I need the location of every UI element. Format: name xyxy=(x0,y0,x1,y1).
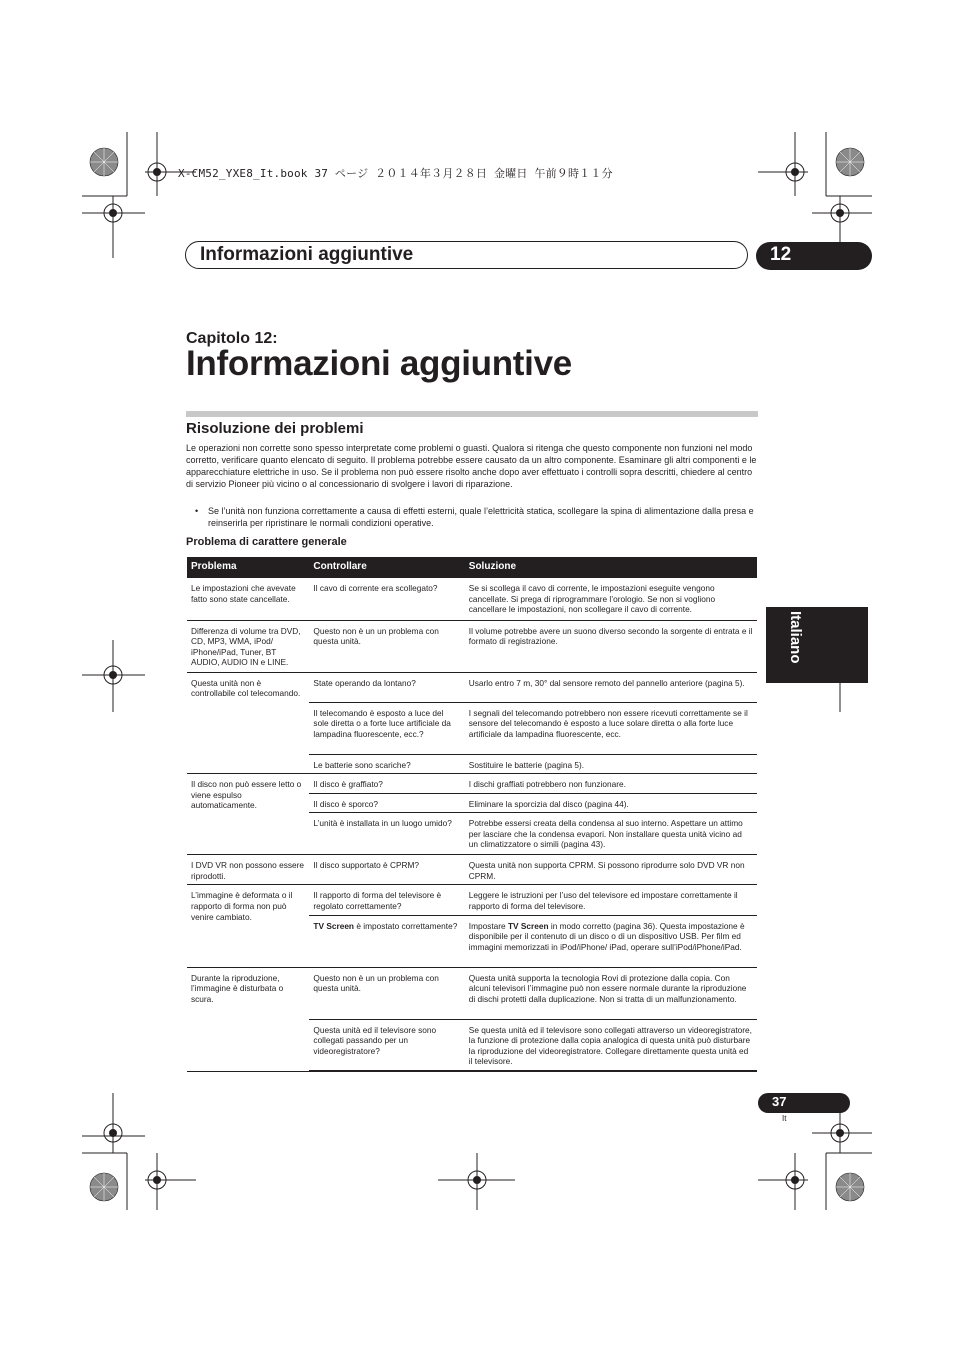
check-cell: State operando da lontano? xyxy=(309,672,464,702)
check-cell: Il rapporto di forma del televisore è regolato correttamente? xyxy=(309,885,464,915)
section-header-title: Informazioni aggiuntive xyxy=(200,244,414,265)
table-row xyxy=(187,885,757,915)
page-number-pill xyxy=(758,1093,850,1113)
chapter-label: Capitolo 12: xyxy=(186,330,278,347)
bullet-text: Se l’unità non funziona correttamente a causa di effetti esterni, quale l’elettricità statica, scollegare la spina di alimentazione dalla presa e reinserirla per ripristinare le normali condizioni operative. xyxy=(208,506,754,528)
subsection-title: Problema di carattere generale xyxy=(186,536,347,548)
table-header-row xyxy=(187,557,757,578)
header-solution: Soluzione xyxy=(465,557,757,578)
problem-cell: Questa unità non è controllabile col telecomando. xyxy=(187,672,309,774)
problem-cell: Durante la riproduzione, l’immagine è disturbata o scura. xyxy=(187,967,309,1071)
check-cell: Il cavo di corrente era scollegato? xyxy=(309,578,464,620)
check-bold-term: TV Screen xyxy=(313,920,355,931)
intro-paragraph: Le operazioni non corrette sono spesso interpretate come problemi o guasti. Qualora si ritenga che questo componente non funzioni nel modo corretto, verificare quanto elencato di seguito. Il problema potrebbe essere causato da un altro componente. Esaminare gli altri componenti e le apparecchiature elettriche in uso. Se il problema non può essere risolto anche dopo aver effettuato i controlli sopra descritti, chiedere al centro di servizio Pioneer più vicino o al concessionario di svolgere i lavori di riparazione. xyxy=(186,443,757,489)
check-cell: Questo non è un un problema con questa unità. xyxy=(309,967,464,1019)
check-cell: L’unità è installata in un luogo umido? xyxy=(309,813,464,855)
section-title: Risoluzione dei problemi xyxy=(186,420,364,437)
check-cell: Questo non è un un problema con questa unità. xyxy=(309,620,464,672)
language-side-tab-label: Italiano xyxy=(787,611,804,664)
bullet-icon: • xyxy=(195,506,199,516)
check-cell: Il disco è sporco? xyxy=(309,793,464,813)
solution-cell: I dischi graffiati potrebbero non funzionare. xyxy=(465,774,757,794)
table-row xyxy=(187,578,757,620)
table-row xyxy=(187,774,757,794)
solution-cell: Il volume potrebbe avere un suono diverso secondo la sorgente di entrata e il formato di registrazione. xyxy=(465,620,757,672)
troubleshooting-table xyxy=(187,557,757,1072)
header-problem: Problema xyxy=(187,557,309,578)
check-cell xyxy=(309,915,464,967)
solution-cell: Questa unità supporta la tecnologia Rovi di protezione dalla copia. Con alcuni televisori l’immagine può non essere normale durante la riproduzione di dischi protetti dalla duplicazione. Non si tratta di un malfunzionamento. xyxy=(465,967,757,1019)
solution-cell: Sostituire le batterie (pagina 5). xyxy=(465,754,757,774)
solution-cell: Se si scollega il cavo di corrente, le impostazioni eseguite vengono cancellate. Si prega di riprogrammare l’orologio. Se non si vogliono cancellare le impostazioni, non scollegare il cavo di corrente. xyxy=(465,578,757,620)
table-row xyxy=(187,967,757,1019)
check-cell: Il disco supportato è CPRM? xyxy=(309,855,464,885)
solution-cell: Potrebbe essersi creata della condensa al suo interno. Aspettare un attimo per lasciare che la condensa evapori. Non installare questa unità vicino ad un climatizzatore o simili (pagina 43). xyxy=(465,813,757,855)
solution-cell: Eliminare la sporcizia dal disco (pagina 44). xyxy=(465,793,757,813)
solution-prefix: Impostare xyxy=(468,920,508,931)
solution-text: in modo corretto (pagina 36). Questa impostazione è disponibile per il contenuto di un disco o di un dispositivo USB. Per film ed immagini memorizzati in iPod/iPhone/ iPad, operare sull’iPod/iPhone/iPad. xyxy=(468,920,745,952)
solution-cell: Questa unità non supporta CPRM. Si possono riprodurre solo DVD VR non CPRM. xyxy=(465,855,757,885)
solution-cell: I segnali del telecomando potrebbero non essere ricevuti correttamente se il sensore del telecomando è esposto a luce solare diretta o alla forte luce artificiale da lampadina fluorescente, ecc. xyxy=(465,702,757,754)
solution-cell: Se questa unità ed il televisore sono collegati attraverso un videoregistratore, la funzione di protezione dalla copia analogica di questa unità può disturbare la riproduzione del videoregistratore. Collegare direttamente questa unità ed il televisore. xyxy=(465,1019,757,1071)
check-text: è impostato correttamente? xyxy=(354,920,458,931)
chapter-number: 12 xyxy=(770,244,792,265)
solution-bold-term: TV Screen xyxy=(507,920,549,931)
table-row xyxy=(187,672,757,702)
section-divider-bar xyxy=(186,411,758,417)
table-row xyxy=(187,620,757,672)
chapter-title: Informazioni aggiuntive xyxy=(186,344,572,383)
solution-cell xyxy=(465,915,757,967)
book-file-header: X-CM52_YXE8_It.book 37 ページ ２０１４年３月２８日 金曜日 午前９時１１分 xyxy=(178,167,613,180)
chapter-number-pill xyxy=(756,242,872,270)
problem-cell: Il disco non può essere letto o viene espulso automaticamente. xyxy=(187,774,309,855)
section-header-pill xyxy=(185,241,748,269)
problem-cell: Le impostazioni che avevate fatto sono state cancellate. xyxy=(187,578,309,620)
page-number: 37 xyxy=(772,1094,787,1109)
solution-cell: Leggere le istruzioni per l’uso del televisore ed impostare correttamente il rapporto di forma del televisore. xyxy=(465,885,757,915)
check-cell: Il disco è graffiato? xyxy=(309,774,464,794)
problem-cell: I DVD VR non possono essere riprodotti. xyxy=(187,855,309,885)
problem-cell: Differenza di volume tra DVD, CD, MP3, WMA, iPod/ iPhone/iPad, Tuner, BT AUDIO, AUDIO IN e LINE. xyxy=(187,620,309,672)
check-cell: Il telecomando è esposto a luce del sole diretta o a forte luce artificiale da lampadina fluorescente, ecc.? xyxy=(309,702,464,754)
check-cell: Questa unità ed il televisore sono collegati passando per un videoregistratore? xyxy=(309,1019,464,1071)
solution-cell: Usarlo entro 7 m, 30° dal sensore remoto del pannello anteriore (pagina 5). xyxy=(465,672,757,702)
header-check: Controllare xyxy=(309,557,464,578)
problem-cell: L’immagine è deformata o il rapporto di forma non può venire cambiato. xyxy=(187,885,309,967)
page-language-code: It xyxy=(782,1114,787,1123)
table-row xyxy=(187,855,757,885)
check-cell: Le batterie sono scariche? xyxy=(309,754,464,774)
